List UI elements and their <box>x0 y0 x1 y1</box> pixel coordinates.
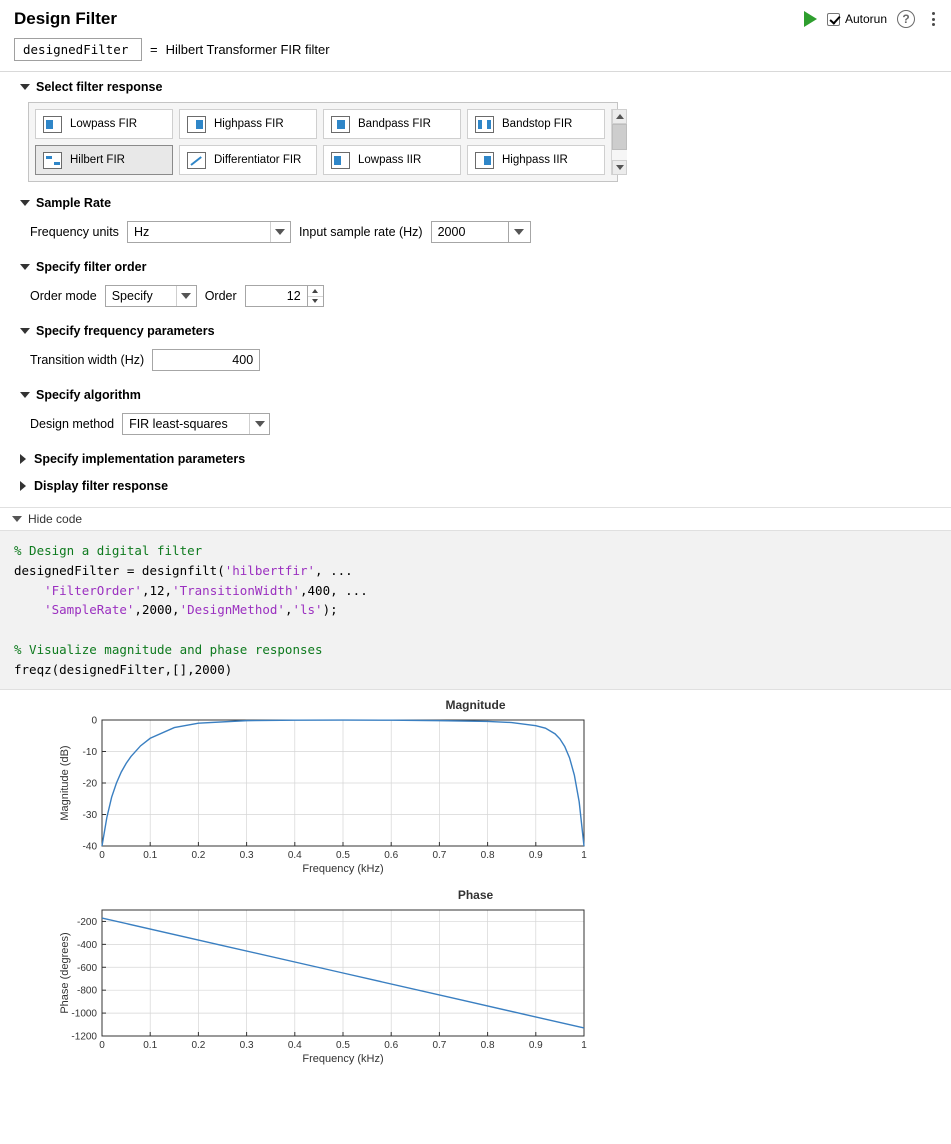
title-bar <box>0 0 951 38</box>
order-label: Order <box>204 289 237 303</box>
section-label-filter-response: Select filter response <box>36 80 163 94</box>
svg-text:-40: -40 <box>82 841 97 853</box>
svg-text:-600: -600 <box>76 963 97 975</box>
design-method-select[interactable] <box>122 413 270 435</box>
gallery-item-label: Differentiator FIR <box>214 154 302 166</box>
hilbert-fir-icon <box>43 152 62 169</box>
gallery-item-label: Highpass IIR <box>502 154 568 166</box>
svg-text:-30: -30 <box>82 810 97 822</box>
design-method-value: FIR least-squares <box>129 417 228 431</box>
gallery-item-label: Lowpass FIR <box>70 118 138 130</box>
order-mode-select[interactable] <box>105 285 197 307</box>
gallery-item-label: Hilbert FIR <box>70 154 125 166</box>
autorun-toggle[interactable] <box>827 12 887 26</box>
section-label-implementation-parameters: Specify implementation parameters <box>34 452 246 466</box>
svg-text:-10: -10 <box>82 747 97 759</box>
filter-response-grid <box>35 109 605 175</box>
order-mode-value: Specify <box>111 289 153 303</box>
svg-text:1: 1 <box>581 850 587 862</box>
magnitude-plot-title: Magnitude <box>445 698 506 713</box>
stepper-down-icon[interactable] <box>308 296 323 307</box>
svg-text:0.1: 0.1 <box>143 850 158 862</box>
gallery-item-bandpass-fir[interactable] <box>323 109 461 139</box>
autorun-checkbox[interactable] <box>827 13 840 26</box>
section-header-sample-rate[interactable] <box>0 182 951 216</box>
bandpass-fir-icon <box>331 116 350 133</box>
scrollbar-track[interactable] <box>612 124 627 160</box>
phase-plot-title: Phase <box>457 888 494 903</box>
bandstop-fir-icon <box>475 116 494 133</box>
section-label-sample-rate: Sample Rate <box>36 196 112 210</box>
sample-rate-row <box>0 218 951 246</box>
kebab-menu-icon[interactable] <box>925 10 941 28</box>
gallery-item-highpass-fir[interactable] <box>179 109 317 139</box>
section-header-filter-response[interactable] <box>0 72 951 100</box>
section-header-implementation-parameters[interactable] <box>0 438 951 472</box>
section-label-algorithm: Specify algorithm <box>36 388 141 402</box>
svg-text:0.6: 0.6 <box>384 1040 399 1052</box>
gallery-item-lowpass-fir[interactable] <box>35 109 173 139</box>
order-stepper[interactable] <box>245 285 324 307</box>
stepper-up-icon[interactable] <box>308 286 323 296</box>
svg-text:0.4: 0.4 <box>287 850 302 862</box>
lowpass-fir-icon <box>43 116 62 133</box>
transition-width-label: Transition width (Hz) <box>30 353 145 367</box>
svg-text:0.7: 0.7 <box>432 850 447 862</box>
help-icon[interactable]: ? <box>897 10 915 28</box>
svg-text:Frequency (kHz): Frequency (kHz) <box>302 863 384 876</box>
hide-code-toggle[interactable] <box>0 507 951 531</box>
order-input[interactable]: 12 <box>245 285 307 307</box>
section-label-frequency-parameters: Specify frequency parameters <box>36 324 215 338</box>
chevron-down-icon <box>20 392 30 398</box>
output-row <box>0 38 951 71</box>
svg-text:Phase (degrees): Phase (degrees) <box>59 932 71 1014</box>
scrollbar-thumb[interactable] <box>612 124 627 150</box>
svg-text:0.7: 0.7 <box>432 1040 447 1052</box>
section-label-filter-order: Specify filter order <box>36 260 147 274</box>
svg-text:-1000: -1000 <box>71 1008 97 1020</box>
transition-width-input[interactable]: 400 <box>152 349 260 371</box>
svg-text:0.8: 0.8 <box>480 1040 495 1052</box>
gallery-item-lowpass-iir[interactable] <box>323 145 461 175</box>
svg-text:Magnitude (dB): Magnitude (dB) <box>59 745 71 821</box>
highpass-fir-icon <box>187 116 206 133</box>
transition-width-row <box>0 346 951 374</box>
frequency-units-label: Frequency units <box>30 225 119 239</box>
chevron-down-icon <box>20 84 30 90</box>
chevron-down-icon[interactable] <box>509 221 531 243</box>
differentiator-fir-icon <box>187 152 206 169</box>
equals-sign: = <box>150 42 158 57</box>
gallery-item-label: Bandpass FIR <box>358 118 431 130</box>
section-header-display-filter-response[interactable] <box>0 472 951 499</box>
filter-response-gallery <box>28 102 618 182</box>
output-variable-input[interactable]: designedFilter <box>14 38 142 61</box>
frequency-units-select[interactable] <box>127 221 291 243</box>
title-bar-actions <box>804 10 941 28</box>
chevron-right-icon <box>20 481 26 491</box>
svg-text:0: 0 <box>99 850 105 862</box>
order-mode-label: Order mode <box>30 289 97 303</box>
svg-text:-20: -20 <box>82 778 97 790</box>
section-header-frequency-parameters[interactable] <box>0 310 951 344</box>
svg-text:0: 0 <box>99 1040 105 1052</box>
chevron-down-icon[interactable] <box>249 414 269 434</box>
svg-text:0.4: 0.4 <box>287 1040 302 1052</box>
chevron-down-icon[interactable] <box>270 222 290 242</box>
section-header-filter-order[interactable] <box>0 246 951 280</box>
svg-text:0.3: 0.3 <box>239 850 254 862</box>
gallery-item-label: Bandstop FIR <box>502 118 573 130</box>
svg-text:0.9: 0.9 <box>528 850 543 862</box>
svg-text:-800: -800 <box>76 985 97 997</box>
phase-plot <box>0 902 951 1074</box>
svg-text:0.8: 0.8 <box>480 850 495 862</box>
frequency-units-value: Hz <box>133 225 150 239</box>
lowpass-iir-icon <box>331 152 350 169</box>
svg-text:0.5: 0.5 <box>336 1040 350 1052</box>
hide-code-label: Hide code <box>28 512 83 526</box>
svg-text:0.6: 0.6 <box>384 850 399 862</box>
section-header-algorithm[interactable] <box>0 374 951 408</box>
gallery-item-bandstop-fir[interactable] <box>467 109 605 139</box>
svg-text:1: 1 <box>581 1040 587 1052</box>
output-description: Hilbert Transformer FIR filter <box>165 42 330 57</box>
section-label-display-filter-response: Display filter response <box>34 479 169 493</box>
design-method-label: Design method <box>30 417 115 431</box>
svg-text:0.2: 0.2 <box>191 1040 206 1052</box>
scroll-down-icon[interactable] <box>612 160 627 175</box>
input-sample-rate-label: Input sample rate (Hz) <box>298 225 423 239</box>
svg-text:-200: -200 <box>76 917 97 929</box>
page-title: Design Filter <box>14 9 117 28</box>
gallery-item-label: Lowpass IIR <box>358 154 422 166</box>
svg-text:0.5: 0.5 <box>336 850 350 862</box>
design-method-row <box>0 410 951 438</box>
svg-text:0.1: 0.1 <box>143 1040 158 1052</box>
chevron-down-icon <box>12 516 22 522</box>
filter-response-plots <box>0 690 951 1074</box>
chevron-down-icon <box>20 264 30 270</box>
highpass-iir-icon <box>475 152 494 169</box>
generated-code-block: % Design a digital filter designedFilter = designfilt('hilbertfir', ... 'FilterOrder',12,'TransitionWidth',400, ... 'SampleRate',2000,'DesignMethod','ls'); % Visualize magnitude and phase responses freqz(designedFilter,[],2000) <box>0 531 951 690</box>
chevron-down-icon <box>20 200 30 206</box>
svg-text:0.2: 0.2 <box>191 850 206 862</box>
svg-text:-1200: -1200 <box>71 1031 97 1043</box>
gallery-scrollbar[interactable] <box>611 109 627 175</box>
gallery-item-highpass-iir[interactable] <box>467 145 605 175</box>
input-sample-rate-input[interactable]: 2000 <box>431 221 509 243</box>
chevron-right-icon <box>20 454 26 464</box>
order-spinner-buttons[interactable] <box>307 285 324 307</box>
magnitude-plot <box>0 712 951 884</box>
input-sample-rate-combo[interactable] <box>431 221 531 243</box>
svg-text:-400: -400 <box>76 940 97 952</box>
filter-order-row <box>0 282 951 310</box>
svg-text:Frequency (kHz): Frequency (kHz) <box>302 1053 384 1066</box>
svg-text:0: 0 <box>91 715 97 727</box>
chevron-down-icon[interactable] <box>176 286 196 306</box>
autorun-label: Autorun <box>844 12 887 26</box>
gallery-item-differentiator-fir[interactable] <box>179 145 317 175</box>
scroll-up-icon[interactable] <box>612 109 627 124</box>
chevron-down-icon <box>20 328 30 334</box>
svg-text:0.9: 0.9 <box>528 1040 543 1052</box>
svg-text:0.3: 0.3 <box>239 1040 254 1052</box>
gallery-item-hilbert-fir[interactable] <box>35 145 173 175</box>
gallery-item-label: Highpass FIR <box>214 118 284 130</box>
run-icon[interactable] <box>804 11 817 27</box>
